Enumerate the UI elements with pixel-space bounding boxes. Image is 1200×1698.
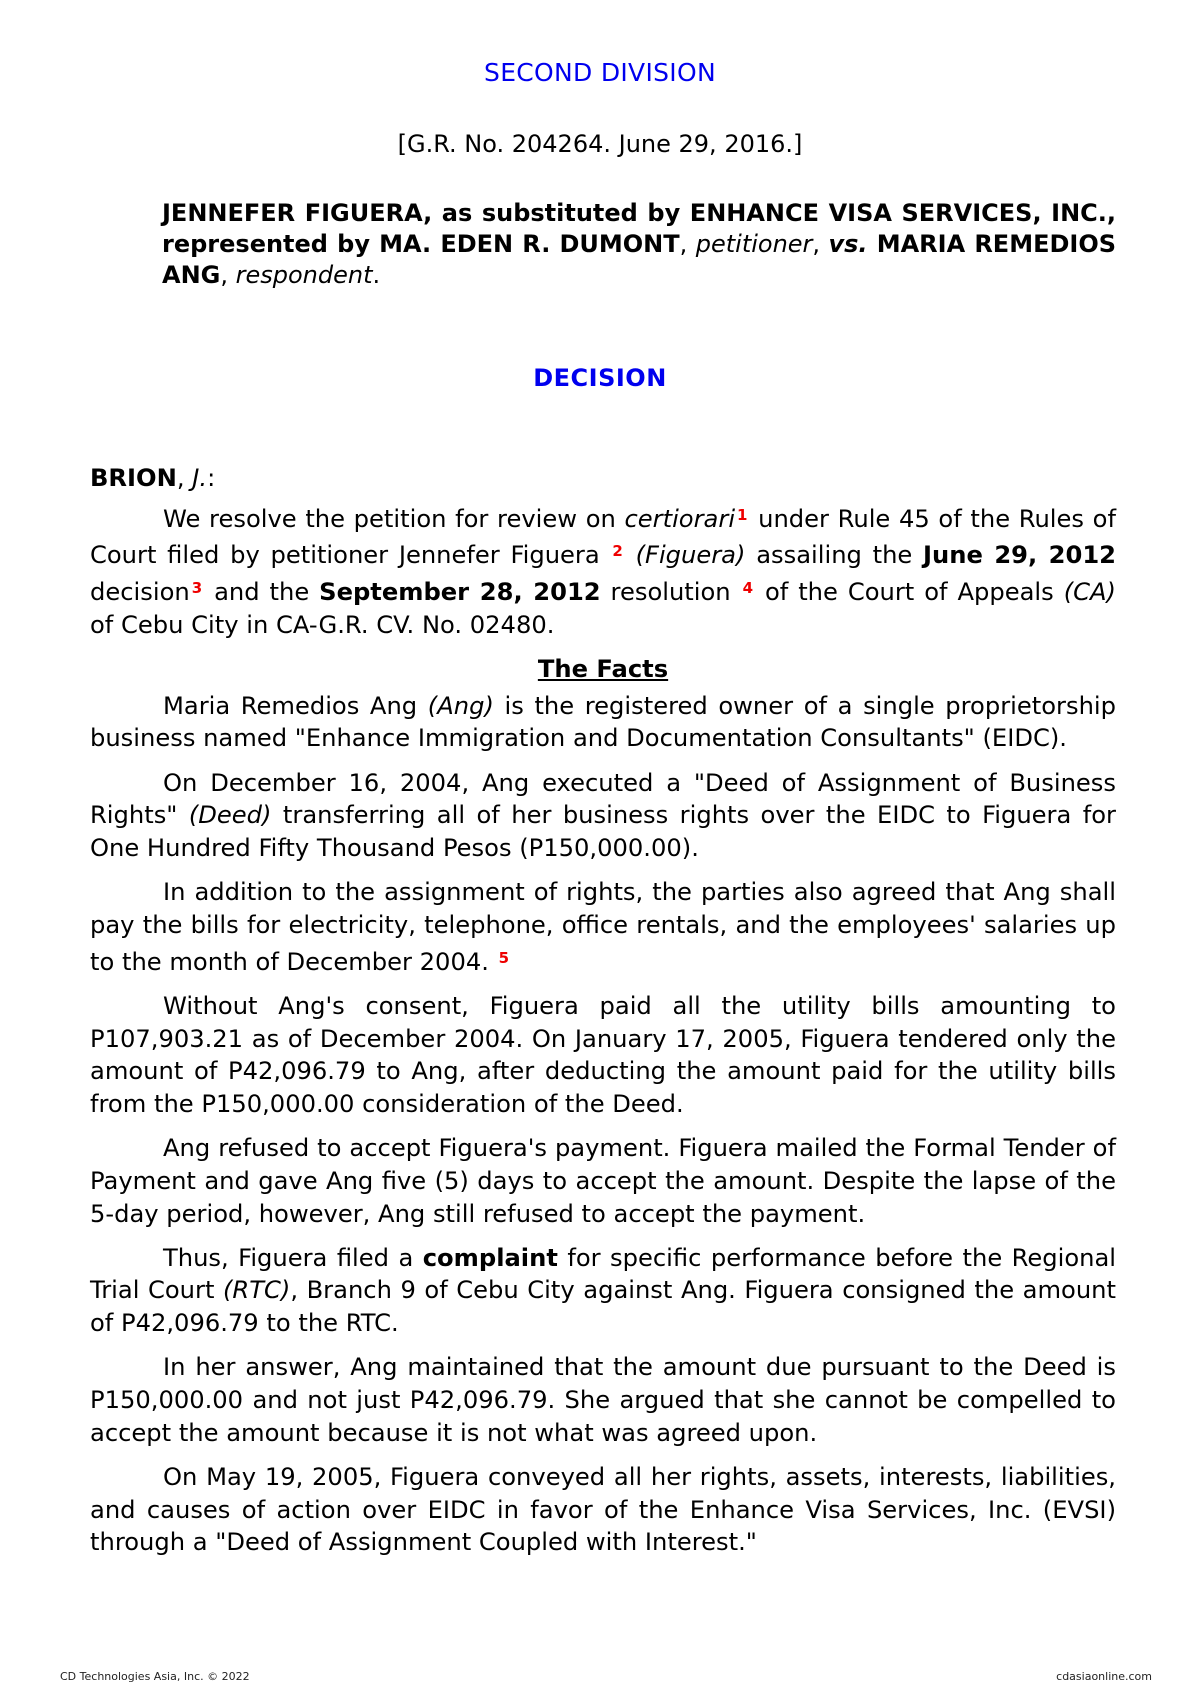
ponente-colon: : [207,464,216,492]
text: In addition to the assignment of rights, the parties also agreed that Ang shall pay the bills for electricity, telephone, office rentals, and the employees' salaries up to the month of December 2004. [90,878,1116,976]
paragraph-9: On May 19, 2005, Figuera conveyed all her rights, assets, interests, liabilities, and causes of action over EIDC in favor of the Enhance Visa Services, Inc. (EVSI) through a "Deed of Assignment Coupled with Interest." [90,1462,1116,1557]
parties-petitioner-name: JENNEFER FIGUERA, as substituted by ENHANCE VISA SERVICES, INC., represented by MA. EDEN R. DUMONT [162,199,1116,258]
text: , Branch 9 of Cebu City against Ang. Figuera consigned the amount of P42,096.79 to the RTC. [90,1276,1116,1338]
text: resolution [600,578,741,607]
text-italic: (CA) [1063,578,1116,607]
text: for specific performance before the Regional Trial Court [90,1243,1116,1305]
text: is the registered owner of a single proprietorship business named "Enhance Immigration and Documentation Consultants" (EIDC). [90,691,1116,753]
text-italic: (Figuera) [635,541,746,570]
text-bold: September 28, 2012 [319,578,601,607]
ponente-sep: , [176,464,193,492]
paragraph-4 [90,876,1116,978]
text-italic: (RTC) [223,1276,291,1305]
text: under Rule 45 of the Rules of Court filed by petitioner Jennefer Figuera [90,504,1116,570]
text: Thus, Figuera filed a [163,1243,423,1272]
footnote-link-1[interactable]: 1 [737,505,748,524]
ponente-line [90,462,1116,495]
text-bold: complaint [422,1243,558,1272]
case-parties [162,198,1116,291]
text: of the Court of Appeals [755,578,1064,607]
parties-comma: , [812,230,829,258]
paragraph-7 [90,1242,1116,1340]
parties-period: . [372,261,381,289]
text-italic: (Ang) [427,691,494,720]
text: transferring all of her business rights over the EIDC to Figuera for One Hundred Fifty Thousand Pesos (P150,000.00). [90,801,1117,863]
paragraph-2 [90,690,1116,755]
parties-respondent-name: MARIA REMEDIOS ANG [162,230,1117,289]
footnote-link-3[interactable]: 3 [191,579,203,598]
footnote-link-5[interactable]: 5 [498,948,510,967]
text [625,541,636,569]
parties-comma: , [220,261,236,289]
case-number: [G.R. No. 204264. June 29, 2016.] [397,130,803,158]
text: Maria Remedios Ang [163,691,428,720]
text-bold: June 29, 2012 [923,541,1116,570]
footnote-link-2[interactable]: 2 [612,542,623,561]
text: and the [204,578,320,607]
text-italic: certiorari [624,504,736,533]
text: of Cebu City in CA-G.R. CV. No. 02480. [90,610,555,639]
text: decision [90,578,190,607]
parties-comma: , [679,230,696,258]
decision-body [90,462,1116,1571]
parties-petitioner-label: petitioner [695,230,813,258]
footer-copyright: CD Technologies Asia, Inc. © 2022 [60,1670,250,1683]
paragraph-1 [90,499,1116,642]
division-heading: SECOND DIVISION [484,58,716,87]
decision-title: DECISION [533,364,667,392]
paragraph-5: Without Ang's consent, Figuera paid all the utility bills amounting to P107,903.21 as of December 2004. On January 17, 2005, Figuera tendered only the amount of P42,096.79 to Ang, after deducting the amount paid for the utility bills from the P150,000.00 consideration of the Deed. [90,991,1116,1118]
facts-heading: The Facts [537,655,669,684]
parties-versus: vs. [828,230,868,258]
ponente-title: J. [192,464,208,492]
paragraph-8: In her answer, Ang maintained that the amount due pursuant to the Deed is P150,000.00 and not just P42,096.79. She argued that she cannot be compelled to accept the amount because it is not what was agreed upon. [90,1353,1116,1447]
paragraph-3 [90,767,1116,865]
text: On December 16, 2004, Ang executed a "Deed of Assignment of Business Rights" [90,768,1116,830]
ponente-name: BRION [90,464,177,492]
paragraph-6: Ang refused to accept Figuera's payment. Figuera mailed the Formal Tender of Payment and gave Ang five (5) days to accept the amount. Despite the lapse of the 5-day period, however, Ang still refused to accept the payment. [90,1134,1116,1228]
text: We resolve the petition for review on [163,504,625,533]
footnote-link-4[interactable]: 4 [742,579,754,598]
text-italic: (Deed) [188,801,272,830]
text: assailing the [745,541,924,570]
parties-respondent-label: respondent [235,261,373,289]
footer-website: cdasiaonline.com [1056,1670,1152,1683]
